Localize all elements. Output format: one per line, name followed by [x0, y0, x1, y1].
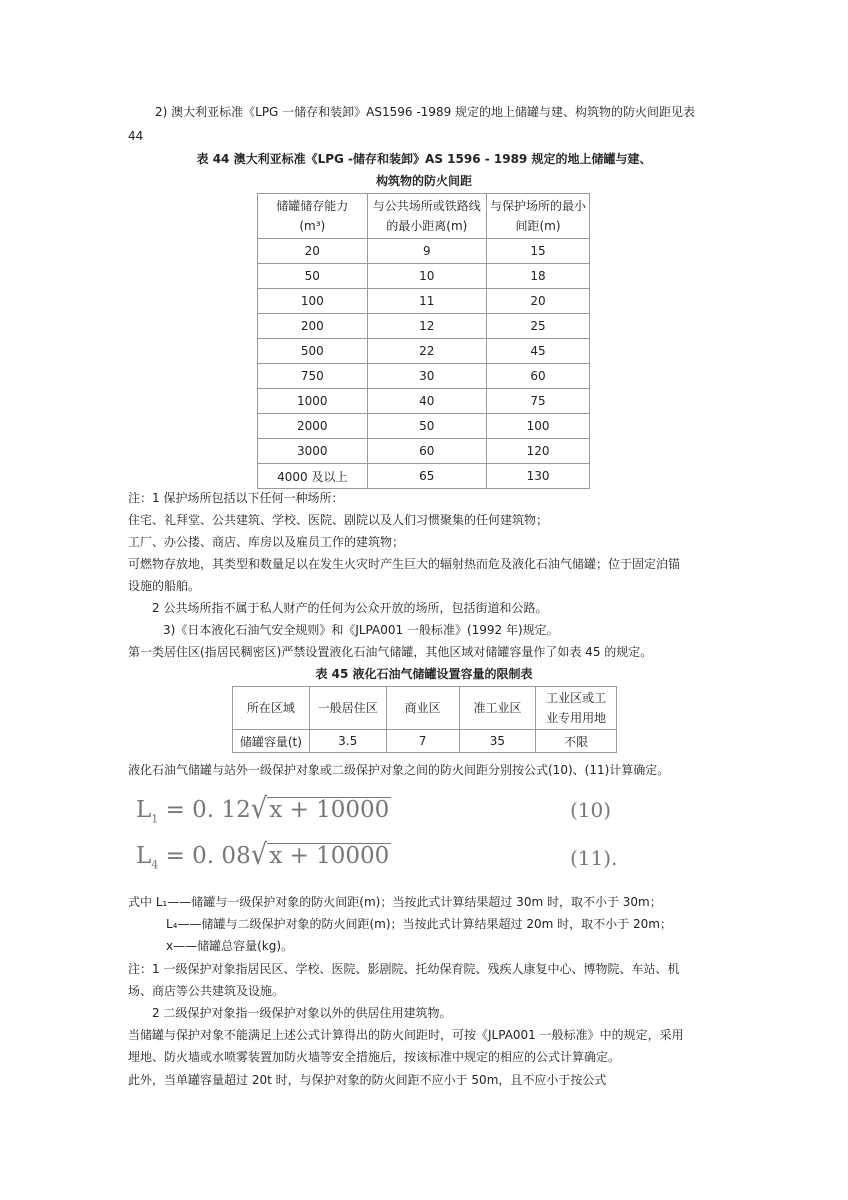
definition-line: 式中 L₁——储罐与一级保护对象的防火间距(m)；当按此式计算结果超过 30m 时，取不小于 30m； — [128, 895, 662, 909]
formula-number: (10) — [570, 798, 612, 822]
table-header-row — [258, 194, 590, 239]
note-line: 注：1 保护场所包括以下任何一种场所： — [128, 491, 344, 505]
table-row: 1000 40 75 — [258, 389, 590, 414]
table-45 — [232, 686, 617, 753]
table44-caption: 表 44 澳大利亚标准《LPG -储存和装卸》AS 1596 - 1989 规定的地上储罐与建、 — [196, 152, 652, 166]
header-cell: 工业区或工 业专用用地 — [536, 687, 617, 730]
header-cell: 一般居住区 — [309, 687, 386, 730]
header-cell: 与公共场所或铁路线 的最小距离(m) — [367, 194, 487, 239]
table-row: 3000 60 120 — [258, 439, 590, 464]
paragraph-line: 第一类居住区(指居民稠密区)严禁设置液化石油气储罐，其他区域对储罐容量作了如表 45 的规定。 — [128, 645, 653, 659]
definition-line: L₄——储罐与二级保护对象的防火间距(m)；当按此式计算结果超过 20m 时，取不小于 20m； — [166, 917, 672, 931]
note-line: 住宅、礼拜堂、公共建筑、学校、医院、剧院以及人们习惯聚集的任何建筑物； — [128, 513, 549, 527]
formula-10: $L_1 = 0$. 12√x + 10000 — [136, 792, 390, 826]
paragraph-line: 液化石油气储罐与站外一级保护对象或二级保护对象之间的防火间距分别按公式(10)、(11)计算确定。 — [128, 763, 670, 777]
note-line: 设施的船舶。 — [128, 579, 201, 593]
table44-caption: 构筑物的防火间距 — [375, 174, 472, 188]
note-line: 2 公共场所指不属于私人财产的任何为公众开放的场所，包括街道和公路。 — [152, 601, 548, 615]
intro-paragraph-line: 2) 澳大利亚标准《LPG 一储存和装卸》AS1596 -1989 规定的地上储罐与建、构筑物的防火间距见表 — [155, 105, 696, 119]
header-cell: 所在区域 — [233, 687, 310, 730]
header-cell: 准工业区 — [459, 687, 536, 730]
table-row: 750 30 60 — [258, 364, 590, 389]
note-line: 场、商店等公共建筑及设施。 — [128, 984, 285, 998]
header-cell: 储罐储存能力 (m³) — [258, 194, 368, 239]
table-row: 储罐容量(t) 3.5 7 35 不限 — [233, 730, 617, 753]
header-cell: 商业区 — [386, 687, 459, 730]
table-row: 200 12 25 — [258, 314, 590, 339]
note-line: 可燃物存放地，其类型和数量足以在发生火灾时产生巨大的辐射热而危及液化石油气储罐；位于固定泊锚 — [128, 557, 681, 571]
paragraph-line: 当储罐与保护对象不能满足上述公式计算得出的防火间距时，可按《JLPA001 一般标准》中的规定，采用 — [128, 1028, 684, 1042]
table-row: 2000 50 100 — [258, 414, 590, 439]
table-row: 100 11 20 — [258, 289, 590, 314]
note-line: 工厂、办公搂、商店、库房以及雇员工作的建筑物； — [128, 535, 405, 549]
formula-11: $L_4 = 0$. 08√x + 10000 — [136, 838, 390, 872]
paragraph-line: 埋地、防火墙或水喷雾装置加防火墙等安全措施后，按该标准中规定的相应的公式计算确定。 — [128, 1050, 621, 1064]
formula-number: (11). — [570, 846, 618, 870]
definition-line: x——储罐总容量(kg)。 — [166, 939, 294, 953]
note-line: 2 二级保护对象指一级保护对象以外的供居住用建筑物。 — [152, 1006, 452, 1020]
header-cell: 与保护场所的最小 间距(m) — [487, 194, 590, 239]
paragraph-line: 此外，当单罐容量超过 20t 时，与保护对象的防火间距不应小于 50m，且不应小于按公式 — [128, 1073, 607, 1087]
table-row: 20 9 15 — [258, 239, 590, 264]
paragraph-line: 3)《日本液化石油气安全规则》和《JLPA001 一般标准》(1992 年)规定。 — [163, 623, 559, 637]
intro-paragraph-line: 44 — [128, 129, 144, 143]
table-header-row — [233, 687, 617, 730]
table45-caption: 表 45 液化石油气储罐设置容量的限制表 — [315, 667, 533, 681]
table-row: 50 10 18 — [258, 264, 590, 289]
table-row: 4000 及以上 65 130 — [258, 464, 590, 489]
table-44 — [257, 193, 590, 489]
note-line: 注：1 一级保护对象指居民区、学校、医院、影剧院、托幼保育院、残疾人康复中心、博物院、车站、机 — [128, 962, 680, 976]
table-row: 500 22 45 — [258, 339, 590, 364]
